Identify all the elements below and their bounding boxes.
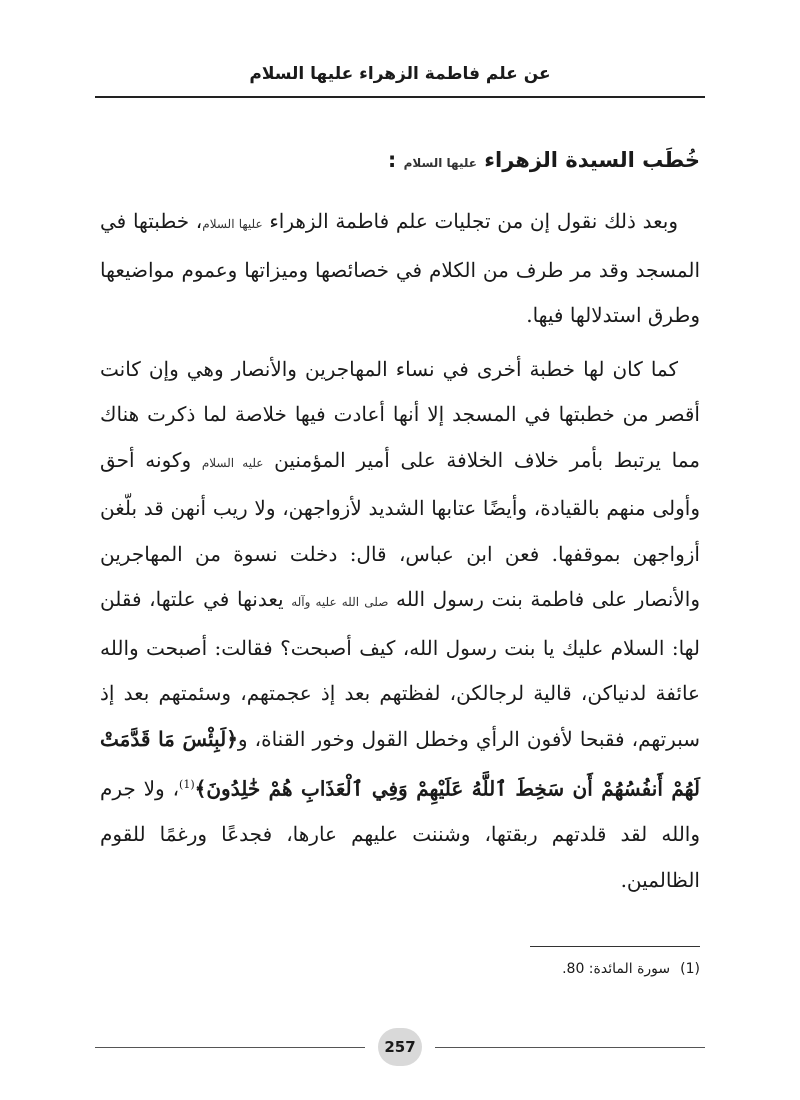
header-rule [95, 96, 705, 98]
running-header-title: عن علم فاطمة الزهراء عليها السلام [249, 64, 551, 84]
footer-rule-left [95, 1047, 365, 1048]
footnote-number: (1) [680, 961, 700, 977]
paragraph-2-text-a: كما كان لها خطبة أخرى في نساء المهاجرين والأنصار وهي وإن كانت أقصر من خطبتها في المسجد إلا أنها أعادت فيها خلاصة لما ذكرت هناك مما يرتبط بأمر خلاف الخلافة على أمير المؤمنين [100, 356, 700, 472]
footer-rule-right [435, 1047, 705, 1048]
footnote-reference: (1) [179, 778, 195, 791]
paragraph-2 [100, 347, 700, 904]
section-heading [100, 140, 700, 183]
page-body [100, 140, 700, 903]
section-heading-colon: : [387, 148, 397, 172]
honorific-text: عليها السلام [202, 217, 263, 231]
paragraph-1 [100, 199, 700, 339]
footnote-text: سورة المائدة: 80. [562, 961, 671, 977]
honorific-text: عليه السلام [201, 455, 264, 470]
paragraph-1-text-b: ، خطبتها في المسجد وقد مر طرف من الكلام في خصائصها وميزاتها وعموم مواضيعها وطرق استدلالها فيها. [100, 209, 700, 327]
running-header [95, 50, 705, 98]
section-heading-text: خُطَب السيدة الزهراء [484, 148, 700, 172]
honorific-text: عليها السلام [403, 156, 477, 170]
paragraph-2-text-c: يعدنها في علتها، فقلن لها: السلام عليك يا بنت رسول الله، كيف أصبحت؟ فقالت: أصبحت والله عائفة لدنياكن، قالية لرجالكن، لفظتهم بعد إذ عجمتهم، وسئمتهم بعد إذ سبرتهم، فقبحا لأفون الرأي وخطل القول وخور القناة، و [100, 587, 701, 751]
footnote-separator [530, 946, 700, 947]
paragraph-2-text-b: وكونه أحق وأولى منهم بالقيادة، وأيضًا عتابها الشديد لأزواجهن، ولا ريب أنهن قد بلّغن أزواجهن بموقفها. فعن ابن عباس، قال: دخلت نسوة من المهاجرين والأنصار على فاطمة بنت رسول الله [100, 447, 700, 611]
page-footer [95, 1028, 705, 1068]
page-number: 257 [378, 1028, 422, 1066]
honorific-text: صلى الله عليه وآله [291, 595, 389, 609]
quran-verse: ﴿لَبِئْسَ مَا قَدَّمَتْ لَهُمْ أَنفُسُهُمْ أَن سَخِطَ ٱللَّهُ عَلَيْهِمْ وَفِي ٱلْعَذَابِ هُمْ خَٰلِدُونَ﴾ [100, 726, 700, 801]
paragraph-2-text-d: ، ولا جرم والله لقد قلدتهم ربقتها، وشننت عليهم عارها، فجدعًا ورغمًا للقوم الظالمين. [100, 776, 700, 892]
paragraph-1-text-a: وبعد ذلك نقول إن من تجليات علم فاطمة الزهراء [269, 209, 679, 233]
footnote [100, 956, 700, 982]
